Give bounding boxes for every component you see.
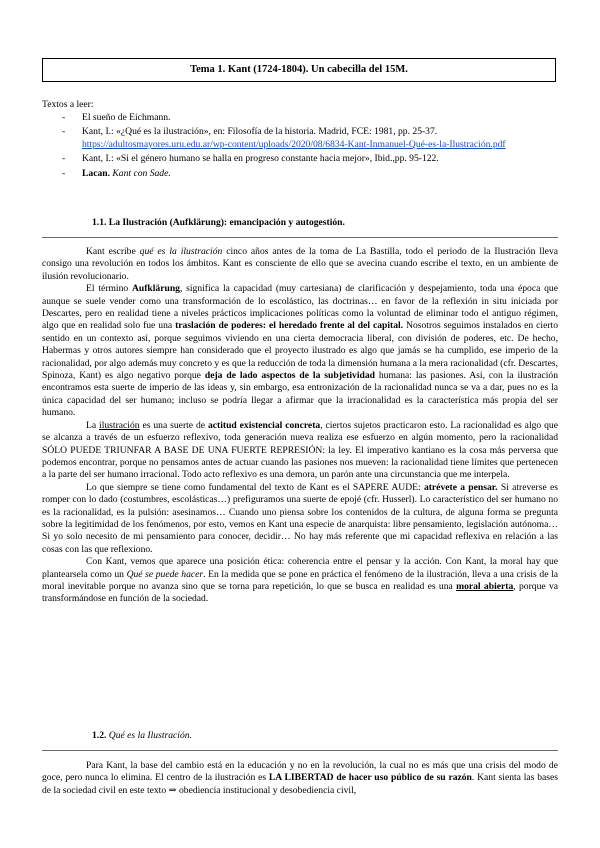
document-title-box (42, 58, 556, 82)
section-heading-1: 1.1. La Ilustración (Aufklärung): emancipación y autogestión. (92, 217, 345, 228)
section-2-body (42, 760, 558, 797)
paragraph: Lo que siempre se tiene como fundamental del texto de Kant es el SAPERE AUDE: atrévete a pensar. Si atreverse es romper con lo dado (costumbres, escolásticas…) prefiguramos una suerte de epojé (cfr. Husserl). Lo característico del ser humano no es la racionalidad, es la pulsión: asesinamos… Cuando uno piensa sobre los contenidos de la cultura, de alguna forma se pregunta sobre la legitimidad de los fenómenos, por esto, vemos en Kant una especie de anarquista: libre pensamiento, legislación autónoma… Si yo solo necesito de mi pensamiento para conocer, decidir… No hay más referente que mi capacidad reflexiva en relación a las cosas con las que reflexiono. (42, 481, 558, 555)
list-item: - Kant, I.: «¿Qué es la ilustración», en: Filosofía de la historia. Madrid, FCE: 1981, pp. 25-37. https://adultosmayores.uru.edu.ar/wp-content/uploads/2020/08/6834-Kant-Inmanuel-Qué-es-la-Ilustración.pdf (62, 126, 506, 150)
list-item: - Kant, I.: «Si el género humano se halla en progreso constante hacia mejor», Ibid.,pp. 95-122. (62, 153, 439, 165)
list-bullet: - (62, 126, 66, 138)
document-title: Tema 1. Kant (1724-1804). Un cabecilla del 15M. (190, 63, 408, 75)
paragraph: La ilustración es una suerte de actitud existencial concreta, ciertos sujetos practicaron esto. La racionalidad es algo que se alcanza a través de un esfuerzo reflexivo, toda generación nueva realiza ese esfuerzo en algún momento, pero la racionalidad SÓLO PUEDE TRIUNFAR A BASE DE UNA FUERTE REPRESIÓN: la ley. El imperativo kantiano es la cosa más perversa que podemos encontrar, porque no pensamos antes de actuar cuando las pasiones nos mueven: la racionalidad tiene límites que pertenecen a la parte del ser humano irracional. Todo acto reflexivo es una demora, un parón ante una circunstancia que me interpela. (42, 419, 558, 481)
section-divider (42, 237, 558, 238)
section-heading-2: 1.2. Qué es la Ilustración. (92, 730, 192, 741)
paragraph: Para Kant, la base del cambio está en la educación y no en la revolución, la cual no es más que una crisis del modo de goce, pero nunca lo elimina. El centro de la ilustración es LA LIBERTAD de hacer uso público de su razón. Kant sienta las bases de la sociedad civil en este texto ⇒ obediencia institucional y desobediencia civil, (42, 760, 558, 796)
list-bullet: - (62, 167, 66, 179)
section-divider (42, 750, 558, 751)
paragraph: Con Kant, vemos que aparece una posición ética: coherencia entre el pensar y la acción. Con Kant, la moral hay que plantearsela como un Qué se puede hacer. En la medida que se pone en práctica el fenómeno de la ilustración, lleva a una crisis de la moral inevitable porque no avanza sino que se torna para repetición, lo que se busca en realidad es una moral abierta, porque va transformándose en función de la sociedad. (42, 556, 559, 605)
readings-label: Textos a leer: (42, 99, 94, 110)
list-bullet: - (62, 153, 66, 165)
section-1-body (42, 246, 558, 606)
paragraph: Kant escribe qué es la ilustración cinco años antes de la toma de La Bastilla, todo el periodo de la Ilustración lleva consigo una revolución en todos los ámbitos. Kant es consciente de ello que se avecina cuando escribe el texto, en un ambiente de ilusión revolucionario. (42, 246, 558, 282)
list-item: - Lacan. Kant con Sade. (62, 167, 171, 179)
list-bullet: - (62, 112, 66, 123)
paragraph: El término Aufklärung, significa la capacidad (muy cartesiana) de clarificación y despejamiento, toda una época que aunque se suele vender como una transformación de lo escolástico, las doctrinas… en favor de la reflexión in situ iniciada por Descartes, pero en realidad tiene a niveles prácticos implicaciones políticas como la voluntad de eliminar todo el antiguo régimen, algo que en realidad solo fue una traslación de poderes: el heredado frente al del capital. Nosotros seguimos instalados en cierto sentido en un contexto así, porque seguimos viviendo en una cierta democracia liberal, con división de poderes, etc. De hecho, Habermas y otros autores siempre han considerado que el proyecto ilustrado es algo que jamás se ha cumplido, ese imperio de la racionalidad, por algo además muy concreto y es que la reducción de toda la dimensión humana a la mera racionalidad (cfr. Descartes, Spinoza, Kant) es algo negativo porque deja de lado aspectos de la subjetividad humana: las pasiones. Así, con la ilustración encontramos esta suerte de imperio de las ideas y, sin embargo, esa entronización de la racionalidad nunca se va a dar, pues no es la única capacidad del ser humano; incluso se podría llegar a afirmar que la irracionalidad es la característica más propia del ser humano. (42, 283, 559, 419)
list-item: - El sueño de Eichmann. (62, 112, 171, 123)
reading-link[interactable]: https://adultosmayores.uru.edu.ar/wp-content/uploads/2020/08/6834-Kant-Inmanuel-Qué-es-la-Ilustración.pdf (82, 138, 506, 150)
readings-list (42, 112, 558, 182)
